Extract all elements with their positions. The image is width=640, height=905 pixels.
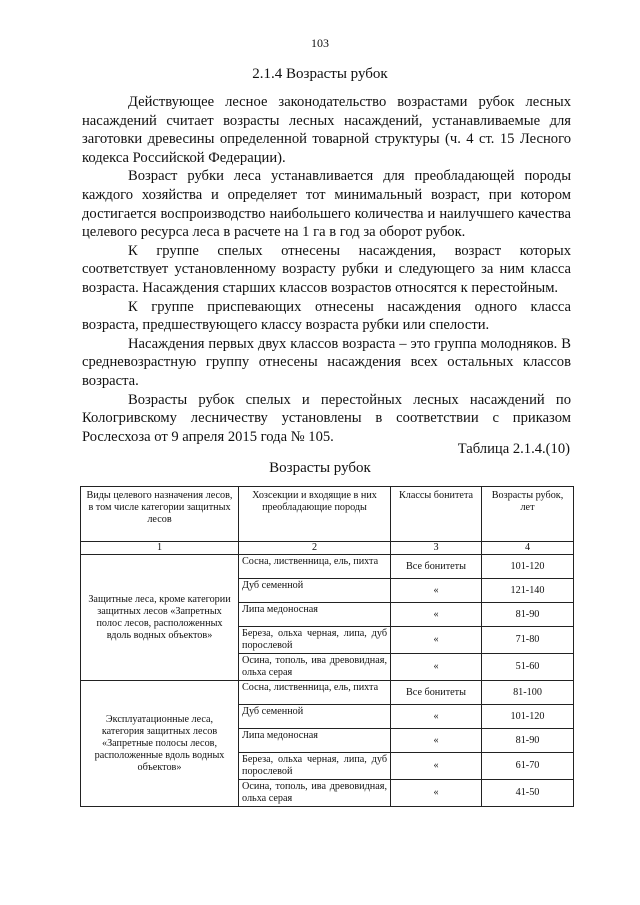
- column-number: 1: [81, 542, 239, 555]
- age-cell: 81-100: [482, 681, 574, 705]
- species-cell: Сосна, лиственница, ель, пихта: [239, 681, 391, 705]
- bonitet-cell: «: [391, 654, 482, 681]
- bonitet-cell: «: [391, 780, 482, 807]
- paragraph: Возраст рубки леса устанавливается для преобладающей породы каждого хозяйства и определяет тот минимальный возраст, при котором достигается воспроизводство наибольшего количества и наилучшего качества целевого ресурса леса в расчете на 1 га в год за оборот рубок.: [82, 168, 571, 241]
- cutting-age-table: [80, 486, 574, 807]
- paragraph: К группе спелых отнесены насаждения, возраст которых соответствует установленному возрасту рубки и следующего за ним класса возраста. Насаждения старших классов возрастов относятся к перестойным.: [82, 242, 571, 296]
- table-row: [81, 681, 574, 705]
- species-cell: Осина, тополь, ива древовидная, ольха серая: [239, 780, 391, 807]
- species-cell: Сосна, лиственница, ель, пихта: [239, 555, 391, 579]
- column-number-row: [81, 542, 574, 555]
- bonitet-cell: «: [391, 729, 482, 753]
- species-cell: Береза, ольха черная, липа, дуб порослевой: [239, 753, 391, 780]
- species-cell: Береза, ольха черная, липа, дуб порослевой: [239, 627, 391, 654]
- bonitet-cell: «: [391, 627, 482, 654]
- bonitet-cell: «: [391, 753, 482, 780]
- page-number: 103: [311, 36, 329, 50]
- table-title: Возрасты рубок: [269, 460, 371, 476]
- column-number: 2: [239, 542, 391, 555]
- paragraph: Насаждения первых двух классов возраста – это группа молодняков. В средневозрастную группу отнесены насаждения всех остальных классов возраста.: [82, 335, 571, 389]
- column-number: 4: [482, 542, 574, 555]
- header-species: Хозсекции и входящие в них преобладающие породы: [239, 487, 391, 542]
- purpose-cell: Защитные леса, кроме категории защитных лесов «Запретных полос лесов, расположенных вдоль водных объектов»: [81, 555, 239, 681]
- bonitet-cell: Все бонитеты: [391, 681, 482, 705]
- header-bonitet: Классы бонитета: [391, 487, 482, 542]
- species-cell: Осина, тополь, ива древовидная, ольха серая: [239, 654, 391, 681]
- table-header-row: [81, 487, 574, 542]
- age-cell: 41-50: [482, 780, 574, 807]
- bonitet-cell: «: [391, 603, 482, 627]
- bonitet-cell: Все бонитеты: [391, 555, 482, 579]
- header-purpose: Виды целевого назначения лесов, в том числе категории защитных лесов: [81, 487, 239, 542]
- species-cell: Липа медоносная: [239, 729, 391, 753]
- section-title: 2.1.4 Возрасты рубок: [252, 66, 388, 82]
- bonitet-cell: «: [391, 579, 482, 603]
- purpose-cell: Эксплуатационные леса, категория защитных лесов «Запретные полосы лесов, расположенные вдоль водных объектов»: [81, 681, 239, 807]
- age-cell: 71-80: [482, 627, 574, 654]
- header-age: Возрасты рубок, лет: [482, 487, 574, 542]
- species-cell: Дуб семенной: [239, 705, 391, 729]
- table-row: [81, 555, 574, 579]
- age-cell: 101-120: [482, 555, 574, 579]
- paragraph: Действующее лесное законодательство возрастами рубок лесных насаждений считает возрасты лесных насаждений, устанавливаемые для заготовки древесины определенной товарной структуры (ч. 4 ст. 15 Лесного кодекса Российской Федерации).: [82, 94, 571, 166]
- age-cell: 81-90: [482, 729, 574, 753]
- age-cell: 81-90: [482, 603, 574, 627]
- age-cell: 121-140: [482, 579, 574, 603]
- paragraph: Возрасты рубок спелых и перестойных лесных насаждений по Кологривскому лесничеству установлены в соответствии с приказом Рослесхоза от 9 апреля 2015 года № 105.: [82, 391, 571, 445]
- bonitet-cell: «: [391, 705, 482, 729]
- column-number: 3: [391, 542, 482, 555]
- age-cell: 101-120: [482, 705, 574, 729]
- body-text: [82, 93, 571, 446]
- table-number: Таблица 2.1.4.(10): [457, 441, 570, 457]
- species-cell: Дуб семенной: [239, 579, 391, 603]
- age-cell: 51-60: [482, 654, 574, 681]
- paragraph: К группе приспевающих отнесены насаждения одного класса возраста, предшествующего классу возраста рубки или спелости.: [82, 298, 571, 334]
- species-cell: Липа медоносная: [239, 603, 391, 627]
- age-cell: 61-70: [482, 753, 574, 780]
